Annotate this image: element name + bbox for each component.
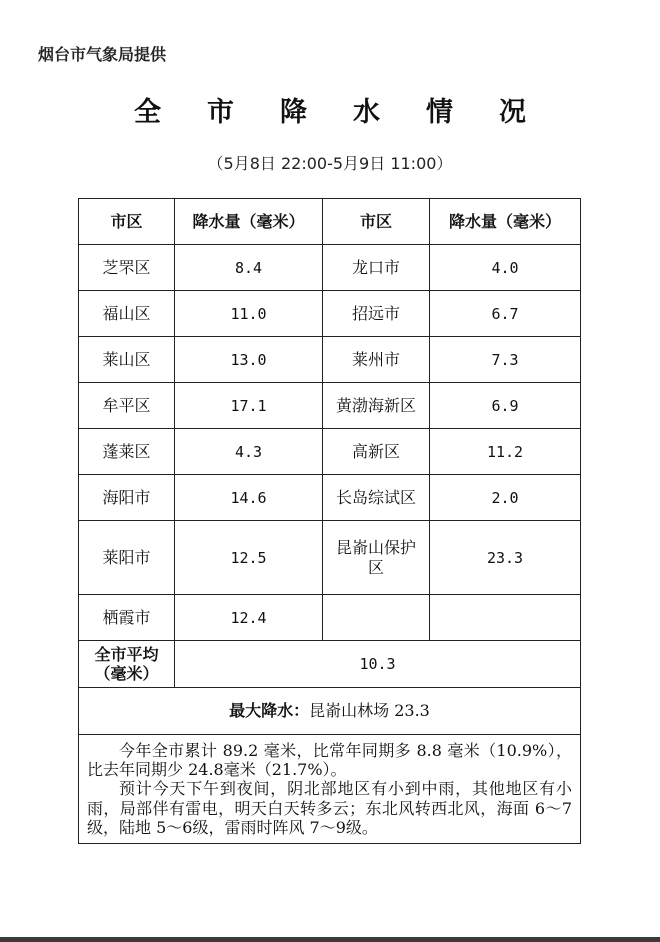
- average-row: [79, 641, 581, 688]
- value-cell: [430, 595, 581, 641]
- area-cell: 芝罘区: [79, 245, 175, 291]
- header-value-right: 降水量（毫米）: [430, 199, 581, 245]
- area-cell: 昆嵛山保护区: [323, 521, 430, 595]
- area-cell: [323, 595, 430, 641]
- table-row: [79, 383, 581, 429]
- value-cell: 2.0: [430, 475, 581, 521]
- forecast-note: 预计今天下午到夜间，阴北部地区有小到中雨，其他地区有小雨，局部伴有雷电，明天白天转多云；东北风转西北风，海面 6～7级，陆地 5～6级，雷雨时阵风 7～9级。: [87, 779, 572, 837]
- value-cell: 11.0: [175, 291, 323, 337]
- table-row: [79, 521, 581, 595]
- bottom-bar: [0, 937, 660, 942]
- value-cell: 7.3: [430, 337, 581, 383]
- area-cell: 莱山区: [79, 337, 175, 383]
- value-cell: 4.3: [175, 429, 323, 475]
- average-label: 全市平均（毫米）: [79, 641, 175, 688]
- table-row: [79, 245, 581, 291]
- area-cell: 龙口市: [323, 245, 430, 291]
- value-cell: 4.0: [430, 245, 581, 291]
- table-row: [79, 429, 581, 475]
- area-cell: 牟平区: [79, 383, 175, 429]
- time-period: （5月8日 22:00-5月9日 11:00）: [207, 154, 453, 173]
- area-cell: 招远市: [323, 291, 430, 337]
- value-cell: 11.2: [430, 429, 581, 475]
- area-cell: 蓬莱区: [79, 429, 175, 475]
- max-precip-value: 昆嵛山林场 23.3: [309, 701, 430, 721]
- table-row: [79, 337, 581, 383]
- value-cell: 23.3: [430, 521, 581, 595]
- notes-row: [79, 735, 581, 844]
- header-value-left: 降水量（毫米）: [175, 199, 323, 245]
- area-cell: 高新区: [323, 429, 430, 475]
- area-cell: 栖霞市: [79, 595, 175, 641]
- value-cell: 12.5: [175, 521, 323, 595]
- max-precip-label: 最大降水：: [229, 701, 310, 721]
- area-cell: 福山区: [79, 291, 175, 337]
- source-label: 烟台市气象局提供: [38, 45, 167, 64]
- table-row: [79, 595, 581, 641]
- value-cell: 12.4: [175, 595, 323, 641]
- area-cell: 莱阳市: [79, 521, 175, 595]
- header-area-right: 市区: [323, 199, 430, 245]
- header-area-left: 市区: [79, 199, 175, 245]
- value-cell: 14.6: [175, 475, 323, 521]
- area-cell: 长岛综试区: [323, 475, 430, 521]
- value-cell: 6.7: [430, 291, 581, 337]
- average-value: 10.3: [175, 641, 581, 688]
- max-precip-cell: [79, 688, 581, 735]
- value-cell: 13.0: [175, 337, 323, 383]
- max-precip-row: [79, 688, 581, 735]
- cumulative-note: 今年全市累计 89.2 毫米，比常年同期多 8.8 毫米（10.9%），比去年同期少 24.8毫米（21.7%）。: [87, 741, 572, 780]
- table-header-row: [79, 199, 581, 245]
- precipitation-table: [78, 198, 581, 844]
- area-cell: 莱州市: [323, 337, 430, 383]
- table-row: [79, 291, 581, 337]
- table-row: [79, 475, 581, 521]
- area-cell: 黄渤海新区: [323, 383, 430, 429]
- notes-cell: [79, 735, 581, 844]
- value-cell: 8.4: [175, 245, 323, 291]
- value-cell: 17.1: [175, 383, 323, 429]
- value-cell: 6.9: [430, 383, 581, 429]
- page-title: 全市降水情况: [134, 97, 572, 128]
- area-cell: 海阳市: [79, 475, 175, 521]
